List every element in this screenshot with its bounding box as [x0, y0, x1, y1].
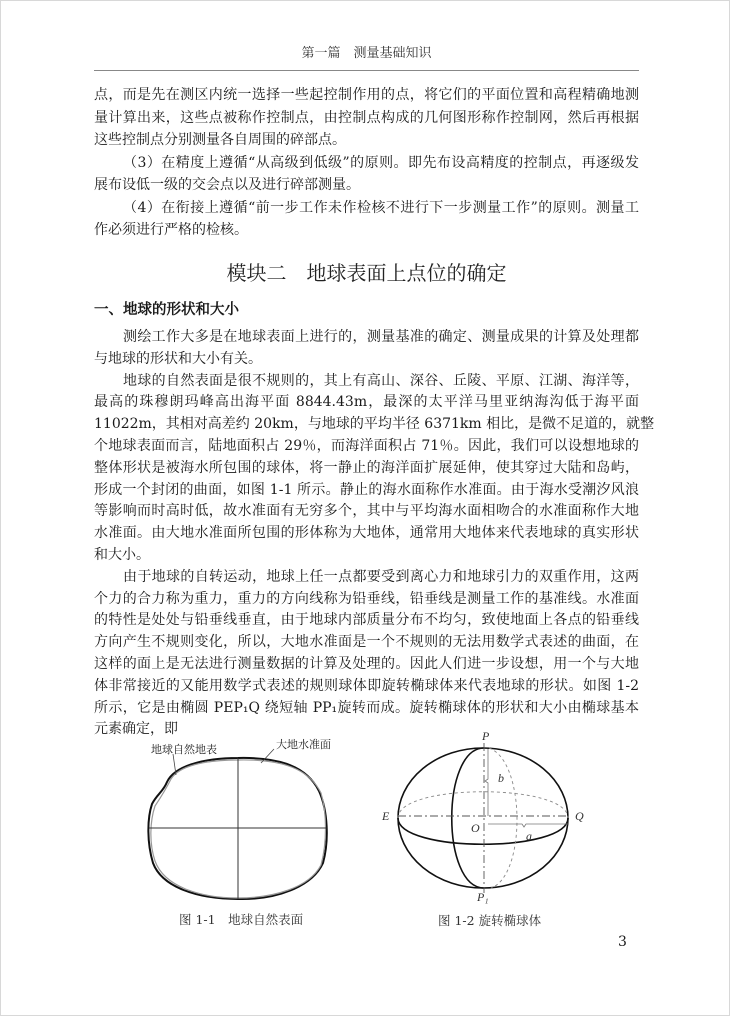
text-line: 测绘工作大多是在地球表面上进行的，测量基准的确定、测量成果的计算及处理都: [123, 329, 639, 345]
text-line: 和大小。: [94, 546, 150, 563]
text-line: 11022m，其相对高差约 20km，与地球的平均半径 6371km 相比，是微不足道的，就整: [94, 416, 655, 433]
brace-b: [485, 749, 488, 816]
text-line: 整体形状是被海水所包围的球体，将一静止的海洋面扩展延伸，使其穿过大陆和岛屿，: [94, 459, 639, 476]
header-rule: [94, 70, 639, 71]
text-block-earth-shape: [94, 327, 655, 741]
text-line: 所示，它是由椭圆 PEP₁Q 绕短轴 PP₁旋转而成。旋转椭球体的形状和大小由椭球基本: [94, 699, 639, 716]
figure-earth-natural-surface: [141, 736, 341, 906]
label-P1: P₁: [477, 890, 489, 904]
text-block-principles: [94, 84, 639, 242]
text-line: 作必须进行严格的检核。: [94, 222, 248, 238]
text-line: 最高的珠穆朗玛峰高出海平面 8844.43m，最深的太平洋马里亚纳海沟低于海平面: [94, 394, 639, 411]
equator-front: [398, 818, 568, 844]
text-line: 水准面。由大地水准面所包围的形体称为大地体，通常用大地体来代表地球的真实形状: [94, 525, 639, 542]
text-line: 个力的合力称为重力，重力的方向线称为铅垂线，铅垂线是测量工作的基准线。水准面: [94, 590, 639, 607]
label-Q: Q: [575, 809, 584, 823]
page-number: 3: [618, 934, 627, 950]
section-heading: 一、地球的形状和大小: [94, 302, 239, 318]
text-line: 由于地球的自转运动，地球上任一点都要受到离心力和地球引力的双重作用，这两: [123, 568, 639, 585]
text-line: 方向产生不规则变化，所以，大地水准面是一个不规则的无法用数学式表述的曲面，在: [94, 634, 639, 651]
text-line: 形成一个封闭的曲面，如图 1-1 所示。静止的海水面称作水准面。由于海水受潮汐风浪: [94, 481, 639, 498]
brace-a: [488, 824, 568, 827]
text-line: 点，而是先在测区内统一选择一些起控制作用的点，将它们的平面位置和高程精确地测: [94, 87, 639, 103]
figure-1-2-caption: 图 1-2 旋转椭球体: [438, 913, 542, 928]
text-line: 的特性是处处与铅垂线垂直，由于地球内部质量分布不均匀，致使地面上各点的铅垂线: [94, 612, 639, 629]
equator-back: [398, 792, 568, 818]
label-E: E: [382, 809, 390, 823]
text-line: 展布设低一级的交会点以及进行碎部测量。: [94, 177, 360, 193]
text-line: （4）在衔接上遵循“前一步工作未作检核不进行下一步测量工作”的原则。测量工: [123, 199, 639, 216]
figure-1-1-caption: 图 1-1 地球自然表面: [179, 912, 304, 927]
label-natural-surface: 地球自然地表: [151, 743, 217, 756]
label-a: a: [526, 829, 532, 843]
meridian-front: [452, 748, 484, 888]
text-line: 元素确定，即: [94, 721, 178, 738]
label-O: O: [471, 821, 480, 835]
module-title: 模块二 地球表面上点位的确定: [226, 261, 507, 285]
label-geoid: 大地水准面: [276, 738, 331, 751]
label-P: P: [482, 729, 490, 743]
text-line: 体非常接近的又能用数学式表述的规则球体即旋转椭球体来代表地球的形状。如图 1-2: [94, 677, 639, 694]
label-b: b: [498, 771, 504, 785]
text-line: 这些控制点分别测量各自周围的碎部点。: [94, 132, 346, 148]
ellipsoid-outline: [398, 748, 568, 888]
text-line: 个地球表面而言，陆地面积占 29％，而海洋面积占 71％。因此，我们可以设想地球的: [94, 437, 639, 454]
text-line: 等影响而时高时低，故水准面有无穷多个，其中与平均海水面相吻合的水准面称作大地: [94, 503, 639, 520]
text-line: 这样的面上是无法进行测量数据的计算及处理的。因此人们进一步设想，用一个与大地: [94, 655, 639, 672]
text-line: 与地球的形状和大小有关。: [94, 350, 262, 367]
text-line: 地球的自然表面是很不规则的，其上有高山、深谷、丘陵、平原、江湖、海洋等，: [123, 372, 639, 389]
text-line: 量计算出来，这些点被称作控制点，由控制点构成的几何图形称作控制网，然后再根据: [94, 109, 639, 126]
figure-ellipsoid: [381, 736, 591, 901]
text-line: （3）在精度上遵循“从高级到低级”的原则。即先布设高精度的控制点，再逐级发: [123, 154, 639, 171]
meridian-back: [489, 748, 517, 888]
running-header: 第一篇 测量基础知识: [301, 46, 432, 61]
